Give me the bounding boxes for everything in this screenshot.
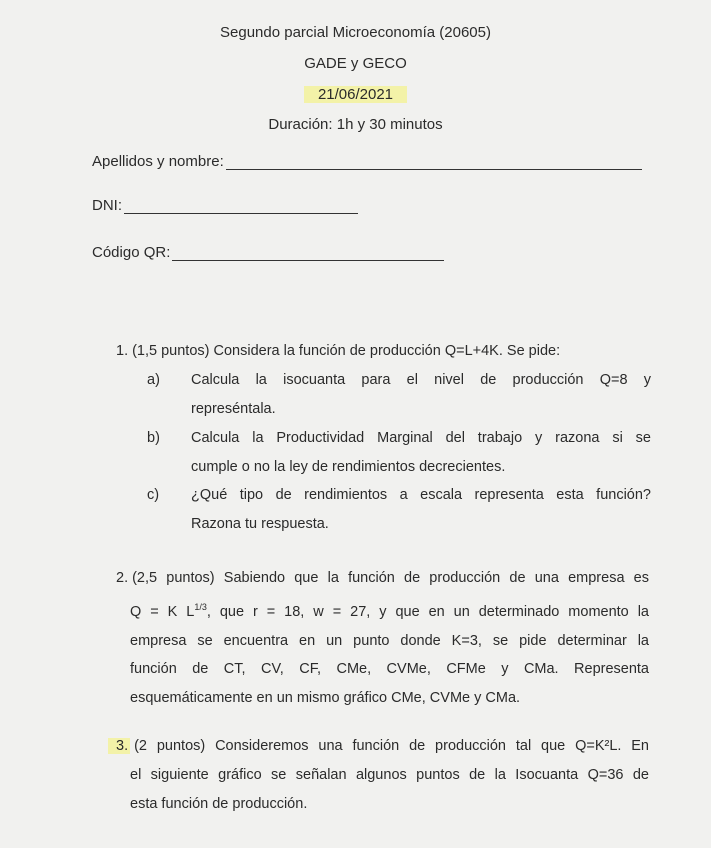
q1-b-line1: Calcula la Productividad Marginal del trabajo y razona si se	[191, 430, 651, 446]
q1-a-letter: a)	[147, 372, 160, 388]
q1-part-b	[147, 424, 652, 482]
exam-duration: Duración: 1h y 30 minutos	[268, 116, 443, 133]
qr-field-label: Código QR:	[92, 244, 171, 261]
qr-field[interactable]	[92, 244, 444, 261]
q2-line3: empresa se encuentra en un punto donde K=3, se pide determinar la	[130, 632, 649, 649]
q2-line4: función de CT, CV, CF, CMe, CVMe, CFMe y CMa. Representa	[130, 661, 649, 677]
exam-title: Segundo parcial Microeconomía (20605)	[220, 24, 491, 41]
name-field-line[interactable]	[226, 155, 642, 170]
q1-b-line2: cumple o no la ley de rendimientos decrecientes.	[191, 458, 506, 475]
name-field[interactable]	[92, 153, 642, 170]
q2-line2-sup: 1/3	[194, 602, 207, 612]
dni-field-line[interactable]	[124, 199, 358, 214]
exam-date-row	[0, 86, 711, 103]
name-field-label: Apellidos y nombre:	[92, 153, 224, 170]
q1-part-c	[147, 481, 652, 539]
q3-block	[116, 732, 649, 761]
q3-number: 3.	[108, 738, 130, 754]
q1-c-letter: c)	[147, 487, 160, 503]
q2-line2-row	[130, 593, 649, 627]
q1-part-a	[147, 366, 652, 424]
q1-b-letter: b)	[147, 430, 160, 446]
exam-date: 21/06/2021	[304, 86, 407, 103]
q1-c-line1: ¿Qué tipo de rendimientos a escala representa esta función?	[191, 487, 651, 503]
exam-programs: GADE y GECO	[304, 55, 407, 72]
q2-line1: (2,5 puntos) Sabiendo que la función de producción de una empresa es	[132, 570, 649, 586]
q2-number: 2.	[116, 570, 129, 586]
q3-line1-row	[116, 732, 649, 761]
q3-line3: esta función de producción.	[130, 795, 308, 812]
q2-line2-a: Q = K L	[130, 604, 195, 620]
q2-block	[116, 564, 649, 593]
q2-body	[130, 593, 649, 712]
q2-line1-row	[116, 564, 649, 593]
qr-field-line[interactable]	[172, 246, 444, 261]
q1-a-line2: represéntala.	[191, 400, 276, 417]
q1-number: 1.	[116, 343, 129, 359]
q2-line2-b: , que r = 18, w = 27, y que en un determinado momento la	[206, 604, 649, 620]
q3-line2: el siguiente gráfico se señalan algunos puntos de la Isocuanta Q=36 de	[130, 767, 649, 783]
q3-body	[130, 761, 649, 818]
q1-a-line1: Calcula la isocuanta para el nivel de producción Q=8 y	[191, 372, 651, 388]
q1-intro-row	[116, 337, 636, 366]
q1-intro: (1,5 puntos) Considera la función de producción Q=L+4K. Se pide:	[132, 343, 561, 359]
dni-field[interactable]	[92, 197, 358, 214]
q2-line5: esquemáticamente en un mismo gráfico CMe, CVMe y CMa.	[130, 689, 521, 706]
q3-line1: (2 puntos) Consideremos una función de producción tal que Q=K²L. En	[134, 738, 649, 754]
q1-c-line2: Razona tu respuesta.	[191, 515, 329, 532]
dni-field-label: DNI:	[92, 197, 122, 214]
